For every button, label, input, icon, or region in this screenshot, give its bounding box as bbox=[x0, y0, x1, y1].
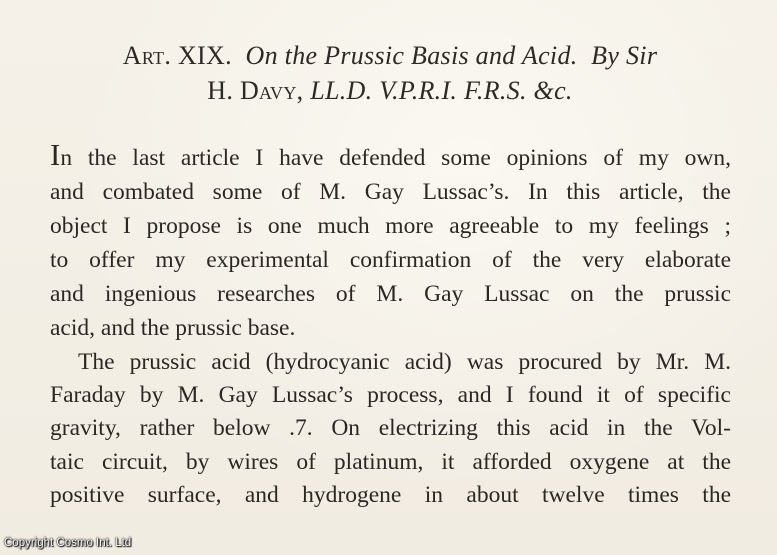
paragraph-2-line-3: gravity, rather below .7. On electrizing this acid in the Vol- bbox=[50, 415, 731, 441]
author-surname: Davy, bbox=[239, 76, 304, 105]
paragraph-1-line-1 bbox=[50, 137, 731, 173]
paragraph-2-line-1: The prussic acid (hydrocyanic acid) was procured by Mr. M. bbox=[78, 349, 731, 375]
author-initial: H. bbox=[207, 76, 234, 105]
paragraph-1-line-1-text: n the last article I have defended some opinions of my own, bbox=[60, 145, 731, 171]
article-heading-line-1 bbox=[40, 41, 740, 71]
drop-cap: I bbox=[50, 137, 61, 172]
paragraph-2-line-5: positive surface, and hydrogene in about twelve times the bbox=[50, 482, 731, 508]
paragraph-2-line-2: Faraday by M. Gay Lussac’s process, and I found it of specific bbox=[50, 382, 731, 408]
paragraph-1-line-6: acid, and the prussic base. bbox=[50, 315, 296, 341]
copyright-watermark: Copyright Cosmo Int. Ltd bbox=[4, 537, 132, 549]
article-label: Art. bbox=[122, 41, 172, 70]
paragraph-2-line-4: taic circuit, by wires of platinum, it afforded oxygene at the bbox=[50, 449, 731, 475]
paragraph-1-line-2: and combated some of M. Gay Lussac’s. In this article, the bbox=[50, 179, 731, 205]
paragraph-1-line-5: and ingenious researches of M. Gay Lussac on the prussic bbox=[50, 281, 731, 307]
article-heading-line-2 bbox=[40, 76, 740, 106]
by-sir: By Sir bbox=[591, 41, 658, 70]
article-title: On the Prussic Basis and Acid. bbox=[245, 41, 578, 70]
article-number: XIX. bbox=[177, 41, 232, 70]
paragraph-1-line-4: to offer my experimental confirmation of the very elaborate bbox=[50, 247, 731, 273]
author-credentials: LL.D. V.P.R.I. F.R.S. &c. bbox=[310, 76, 573, 105]
paragraph-1-line-3: object I propose is one much more agreeable to my feelings ; bbox=[50, 213, 731, 239]
